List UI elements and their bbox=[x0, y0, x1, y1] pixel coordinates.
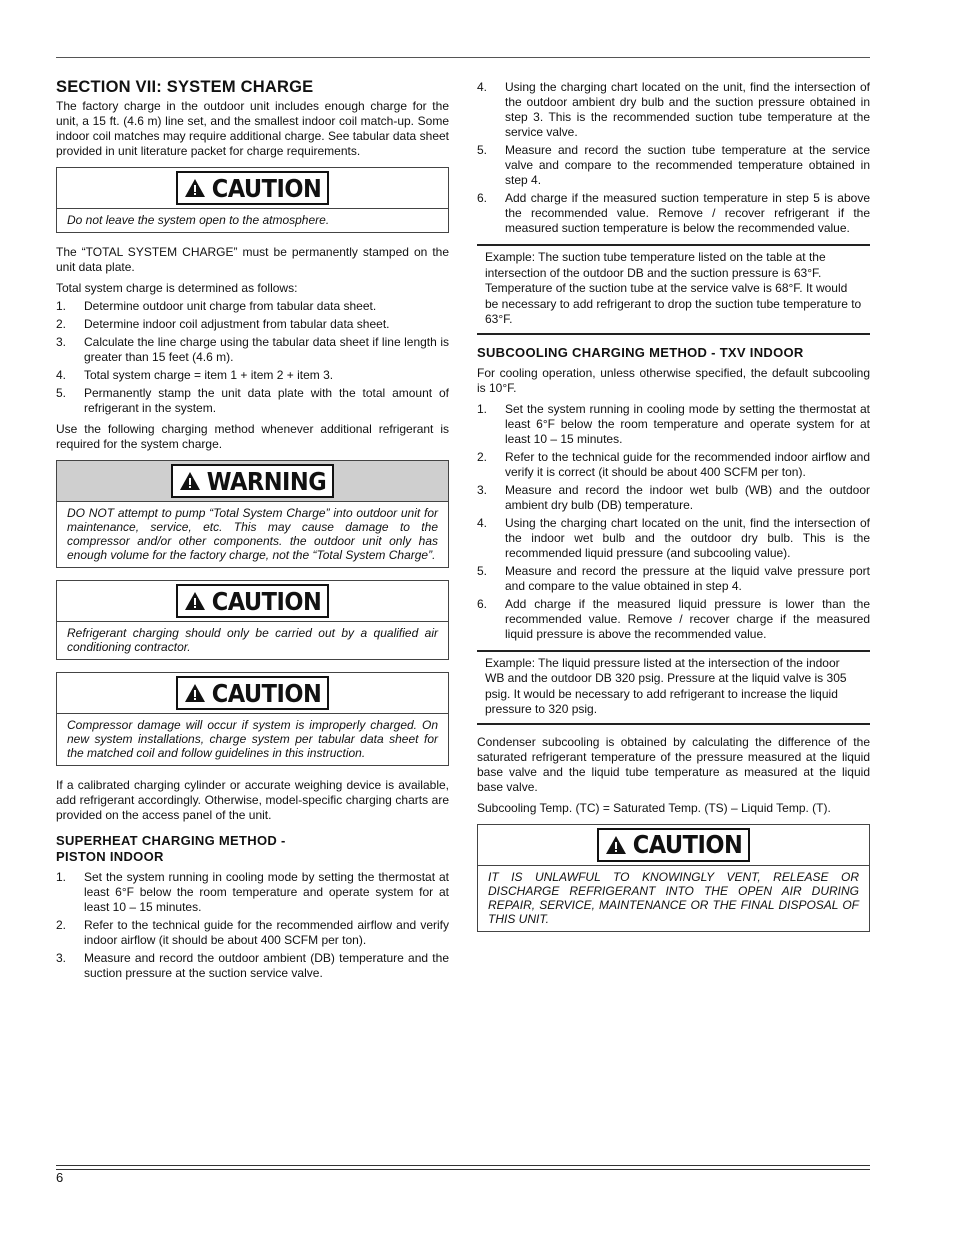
warning-label: WARNING bbox=[206, 466, 327, 496]
caution-message: Refrigerant charging should only be carried out by a qualified air conditioning contractor. bbox=[67, 626, 438, 654]
superheat-steps-list-continued bbox=[477, 80, 870, 236]
intro-paragraph: The factory charge in the outdoor unit includes enough charge for the unit, a 15 ft. (4.6 m) line set, and the smallest indoor coil match-up. Some indoor coil matches may require additional charge. See tabular data sheet provided in unit literature packet for charge requirements. bbox=[56, 99, 449, 158]
stamp-paragraph: The “TOTAL SYSTEM CHARGE” must be permanently stamped on the unit data plate. bbox=[56, 245, 449, 274]
list-item: 3. Measure and record the indoor wet bulb (WB) and the outdoor ambient dry bulb (DB) temperature. bbox=[477, 482, 870, 512]
example-box-liquid: Example: The liquid pressure listed at the intersection of the indoor WB and the outdoor DB 320 psig. Pressure at the liquid valve is 305 psig. It would be necessary to add refrigerant to increase the liquid pressure to 320 psig. bbox=[477, 650, 870, 725]
list-item: 1. Set the system running in cooling mode by setting the thermostat at least 6°F below the room temperature and operate system for at least 10 – 15 minutes. bbox=[477, 401, 870, 446]
bottom-rule bbox=[56, 1165, 870, 1166]
superheat-steps-list bbox=[56, 870, 449, 981]
example-box-suction: Example: The suction tube temperature listed on the table at the intersection of the outdoor DB and the suction pressure is 63°F. Temperature of the suction tube at the service valve is 68°F. It would be necessary to add refrigerant to drop the suction tube temperature to 63°F. bbox=[477, 244, 870, 335]
cylinder-paragraph: If a calibrated charging cylinder or accurate weighing device is available, add refrigerant accordingly. Otherwise, model-specific charging charts are provided on the access panel of the unit. bbox=[56, 778, 449, 822]
warning-box bbox=[56, 460, 449, 568]
top-rule bbox=[56, 57, 870, 58]
caution-box-compressor bbox=[56, 672, 449, 766]
caution-message: Compressor damage will occur if system is improperly charged. On new system installations, charge system per tabular data sheet for the matched coil and follow guidelines in this instruction. bbox=[67, 718, 438, 760]
caution-message: IT IS UNLAWFUL TO KNOWINGLY VENT, RELEASE OR DISCHARGE REFRIGERANT INTO THE OPEN AIR DURING REPAIR, SERVICE, MAINTENANCE OR THE FINAL DISPOSAL OF THIS UNIT. bbox=[488, 869, 859, 926]
bottom-rule bbox=[56, 1169, 870, 1170]
warning-triangle-icon bbox=[605, 835, 627, 855]
list-item: 1. Determine outdoor unit charge from tabular data sheet. bbox=[56, 299, 377, 313]
caution-label: CAUTION bbox=[632, 830, 743, 859]
warning-triangle-icon bbox=[184, 591, 206, 611]
caution-label: CAUTION bbox=[211, 586, 322, 616]
warning-triangle-icon bbox=[184, 683, 206, 703]
caution-box-qualified bbox=[56, 580, 449, 660]
list-item: 6. Add charge if the measured liquid pressure is lower than the recommended value. Remove / recover charge if the measured liquid pressure is above the recommended value. bbox=[477, 596, 870, 641]
warning-triangle-icon bbox=[179, 471, 201, 491]
warning-message: DO NOT attempt to pump “Total System Charge” into outdoor unit for maintenance, service, etc. This may cause damage to the compressor and/or other components. the outdoor unit only has enough volume for the factory charge, not the “Total System Charge”. bbox=[67, 506, 438, 562]
section-title: SECTION VII: SYSTEM CHARGE bbox=[56, 78, 314, 96]
list-item: 5. Permanently stamp the unit data plate with the total amount of refrigerant in the system. bbox=[56, 386, 449, 415]
caution-label: CAUTION bbox=[211, 678, 322, 708]
caution-box-unlawful bbox=[477, 824, 870, 932]
warning-triangle-icon bbox=[184, 178, 206, 198]
charge-steps-list bbox=[56, 299, 449, 416]
superheat-heading: SUPERHEAT CHARGING METHOD - PISTON INDOOR bbox=[56, 833, 286, 864]
list-item: 2. Refer to the technical guide for the recommended indoor airflow and verify it is correct (it should be about 400 SCFM per ton). bbox=[477, 449, 870, 479]
list-item: 4. Using the charging chart located on the unit, find the intersection of the outdoor ambient dry bulb and the suction pressure obtained in step 3. This is the recommended suction tube temperature at the service valve. bbox=[477, 80, 870, 139]
list-item: 4. Total system charge = item 1 + item 2 + item 3. bbox=[56, 368, 334, 382]
formula-paragraph: Subcooling Temp. (TC) = Saturated Temp. (TS) – Liquid Temp. (T). bbox=[477, 800, 831, 815]
determined-paragraph: Total system charge is determined as follows: bbox=[56, 281, 298, 295]
caution-badge bbox=[176, 584, 330, 618]
list-item: 2. Determine indoor coil adjustment from tabular data sheet. bbox=[56, 317, 390, 331]
caution-box-atmosphere bbox=[56, 167, 449, 233]
caution-badge bbox=[176, 171, 330, 205]
condenser-paragraph: Condenser subcooling is obtained by calculating the difference of the saturated refrigerant temperature of the pressure measured at the liquid base valve and the liquid tube temperature as measured at the liquid base valve. bbox=[477, 734, 870, 794]
list-item: 3. Calculate the line charge using the tabular data sheet if line length is greater than 15 feet (4.6 m). bbox=[56, 335, 449, 364]
list-item: 2. Refer to the technical guide for the recommended airflow and verify indoor airflow (it should be about 400 SCFM per ton). bbox=[56, 918, 449, 947]
list-item: 5. Measure and record the suction tube temperature at the service valve and compare to the recommended temperature obtained in step 4. bbox=[477, 143, 870, 187]
subcooling-steps-list bbox=[477, 402, 870, 642]
caution-badge bbox=[176, 676, 330, 710]
subcooling-intro: For cooling operation, unless otherwise specified, the default subcooling is 10°F. bbox=[477, 365, 870, 395]
use-method-paragraph: Use the following charging method whenever additional refrigerant is required for the system charge. bbox=[56, 422, 449, 451]
list-item: 3. Measure and record the outdoor ambient (DB) temperature and the suction pressure at the suction service valve. bbox=[56, 951, 449, 980]
right-column bbox=[477, 80, 870, 944]
list-item: 5. Measure and record the pressure at the liquid valve pressure port and compare to the value obtained in step 4. bbox=[477, 563, 870, 593]
caution-message: Do not leave the system open to the atmosphere. bbox=[67, 213, 330, 227]
subcooling-heading: SUBCOOLING CHARGING METHOD - TXV INDOOR bbox=[477, 344, 804, 360]
caution-label: CAUTION bbox=[211, 173, 322, 203]
warning-badge bbox=[171, 464, 334, 498]
page-number: 6 bbox=[56, 1170, 64, 1185]
list-item: 1. Set the system running in cooling mode by setting the thermostat at least 6°F below the room temperature and operate system for at least 10 – 15 minutes. bbox=[56, 870, 449, 914]
list-item: 6. Add charge if the measured suction temperature in step 5 is above the recommended value. Remove / recover refrigerant if the measured suction temperature is below the recommended value. bbox=[477, 191, 870, 235]
caution-badge bbox=[597, 828, 751, 862]
list-item: 4. Using the charging chart located on the unit, find the intersection of the indoor wet bulb and the outdoor dry bulb. This is the recommended liquid pressure (and subcooling value). bbox=[477, 515, 870, 560]
left-column bbox=[56, 78, 449, 987]
